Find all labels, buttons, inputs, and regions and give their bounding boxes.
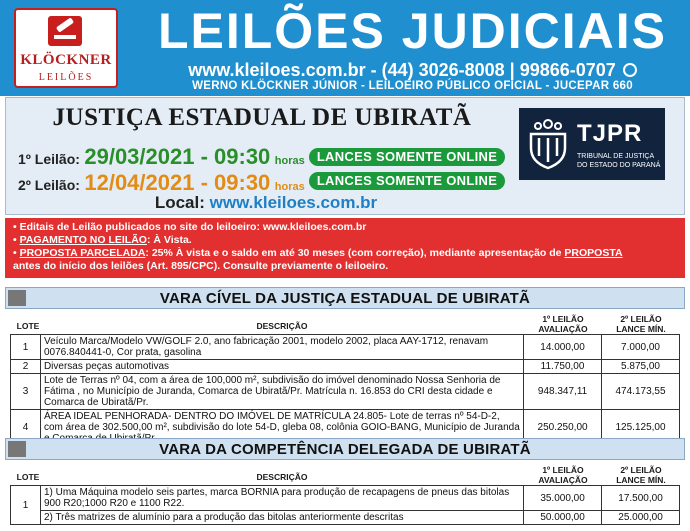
lot-description: 2) Três matrizes de alumínio para a produção das bitolas anteriormente descritas: [40, 511, 523, 525]
contact-text: www.kleiloes.com.br - (44) 3026-8008 | 99866-0707: [188, 60, 616, 80]
tjpr-subtitle: [577, 152, 660, 170]
table-row: [11, 374, 680, 410]
lot-description: Lote de Terras nº 04, com a área de 100,000 m², subdivisão do imóvel denominado Nossa Senhoria de Fátima , no Município de Juranda, Comarca de Ubiratã/Pr. Matrícula n. 16.853 do CRI desta cidade e Comarca de Ubiratã/Pr.: [40, 374, 523, 410]
second-auction-hours: horas: [274, 181, 305, 193]
table1-header: [10, 314, 680, 336]
logo-name: KLÖCKNER: [20, 52, 112, 68]
notice-pagamento-label: PAGAMENTO NO LEILÃO: [19, 234, 147, 246]
notice-pagamento-text: : À Vista.: [146, 234, 192, 246]
vara-civel-title: VARA CÍVEL DA JUSTIÇA ESTADUAL DE UBIRATÃ: [159, 290, 531, 307]
table-row: [11, 486, 680, 511]
notice-editais: • Editais de Leilão publicados no site do leiloeiro: www.kleiloes.com.br: [13, 221, 367, 233]
lot-number: 1: [11, 486, 41, 525]
first-auction-hours: horas: [274, 155, 305, 167]
lot-appraisal: 11.750,00: [524, 360, 602, 374]
table2-header: [10, 465, 680, 487]
lot-appraisal: 948.347,11: [524, 374, 602, 410]
first-auction-label: 1º Leilão:: [18, 151, 80, 167]
contact-line: [140, 60, 685, 81]
header-banner: [0, 0, 690, 96]
col-lote: LOTE: [16, 321, 40, 331]
local-line: [6, 193, 526, 213]
lot-number: 4: [11, 410, 41, 446]
notice-pagamento: • PAGAMENTO NO LEILÃO: À Vista.: [13, 234, 192, 246]
lot-description: Veículo Marca/Modelo VW/GOLF 2.0, ano fabricação 2001, modelo 2002, placa AAY-1712, renavam 0076.840441-0, Cor prata, gasolina: [40, 335, 523, 360]
local-label: Local:: [154, 193, 205, 212]
tjpr-logo: [519, 108, 665, 180]
auction-notices: [5, 218, 685, 278]
lot-number: 3: [11, 374, 41, 410]
whatsapp-icon: [623, 63, 637, 77]
lot-min-bid: 125.125,00: [602, 410, 680, 446]
lots-table-civel: [10, 334, 680, 446]
first-auction-date: 29/03/2021 - 09:30: [84, 144, 271, 169]
lot-number: 2: [11, 360, 41, 374]
col-lance-min: 2º LEILÃO LANCE MÍN.: [616, 465, 666, 485]
col-avaliacao: 1º LEILÃO AVALIAÇÃO: [538, 465, 588, 485]
lot-description: ÁREA IDEAL PENHORADA- DENTRO DO IMÓVEL DE MATRÍCULA 24.805- Lote de terras nº 54-D-2, com área de 302.500,00 m², subdivisão do lote 54-D, gleba 08, colônia GOIO-BANG, Município de Juranda: [40, 410, 523, 446]
notice-proposta-keyword: PROPOSTA: [564, 247, 623, 259]
notice-proposta: • PROPOSTA PARCELADA: 25% À vista e o saldo em até 30 meses (com correção), mediante apresentação de PROPOSTA: [13, 247, 623, 259]
lot-appraisal: 50.000,00: [524, 511, 602, 525]
auctioneer-line: WERNO KLÖCKNER JÚNIOR - LEILOEIRO PÚBLICO OFICIAL - JUCEPAR 660: [192, 80, 633, 92]
lot-appraisal: 250.250,00: [524, 410, 602, 446]
col-descricao: DESCRIÇÃO: [256, 321, 308, 331]
lot-appraisal: 14.000,00: [524, 335, 602, 360]
second-auction-row: [18, 170, 305, 195]
lot-min-bid: 7.000,00: [602, 335, 680, 360]
table-row: [11, 511, 680, 525]
lot-min-bid: 25.000,00: [602, 511, 680, 525]
notice-proposta-text: : 25% À vista e o saldo em até 30 meses (com correção), mediante apresentação de: [145, 247, 565, 259]
table-row: [11, 360, 680, 374]
local-url-link[interactable]: www.kleiloes.com.br: [209, 193, 378, 212]
klockner-logo: [14, 8, 118, 88]
first-auction-row: [18, 144, 305, 169]
tjpr-sub-line2: DO ESTADO DO PARANÁ: [577, 162, 661, 169]
lot-description: Diversas peças automotivas: [40, 360, 523, 374]
lot-number: 1: [11, 335, 41, 360]
lot-min-bid: 17.500,00: [602, 486, 680, 511]
col-descricao: DESCRIÇÃO: [256, 472, 308, 482]
gavel-icon: [48, 16, 82, 46]
col-lote: LOTE: [16, 472, 40, 482]
page-title: LEILÕES JUDICIAIS: [157, 3, 668, 59]
lot-description: 1) Uma Máquina modelo seis partes, marca BORNIA para produção de recapagens de pneus das bitolas 900 R20;1000 R20 e 1100 R22.: [40, 486, 523, 511]
col-avaliacao: 1º LEILÃO AVALIAÇÃO: [538, 314, 588, 334]
lot-min-bid: 474.173,55: [602, 374, 680, 410]
logo-sub: LEILÕES: [38, 72, 94, 83]
lot-min-bid: 5.875,00: [602, 360, 680, 374]
vara-competencia-header: [5, 438, 685, 460]
tjpr-name: TJPR: [577, 120, 643, 147]
online-only-badge-2: LANCES SOMENTE ONLINE: [309, 172, 505, 190]
court-info-panel: [5, 97, 685, 215]
vara-competencia-title: VARA DA COMPETÊNCIA DELEGADA DE UBIRATÃ: [159, 441, 531, 458]
notice-proposta-label: PROPOSTA PARCELADA: [19, 247, 146, 259]
vara-civel-header: [5, 287, 685, 309]
table-row: [11, 335, 680, 360]
court-title: JUSTIÇA ESTADUAL DE UBIRATÃ: [52, 104, 472, 131]
tjpr-sub-line1: TRIBUNAL DE JUSTIÇA: [577, 153, 655, 160]
second-auction-date: 12/04/2021 - 09:30: [84, 170, 271, 195]
tjpr-emblem-icon: [527, 116, 569, 170]
lot-appraisal: 35.000,00: [524, 486, 602, 511]
col-lance-min: 2º LEILÃO LANCE MÍN.: [616, 314, 666, 334]
online-only-badge-1: LANCES SOMENTE ONLINE: [309, 148, 505, 166]
lots-table-competencia: [10, 485, 680, 525]
notice-proposta-cont: antes do início dos leilões (Art. 895/CPC). Consulte previamente o leiloeiro.: [13, 260, 389, 272]
second-auction-label: 2º Leilão:: [18, 177, 80, 193]
